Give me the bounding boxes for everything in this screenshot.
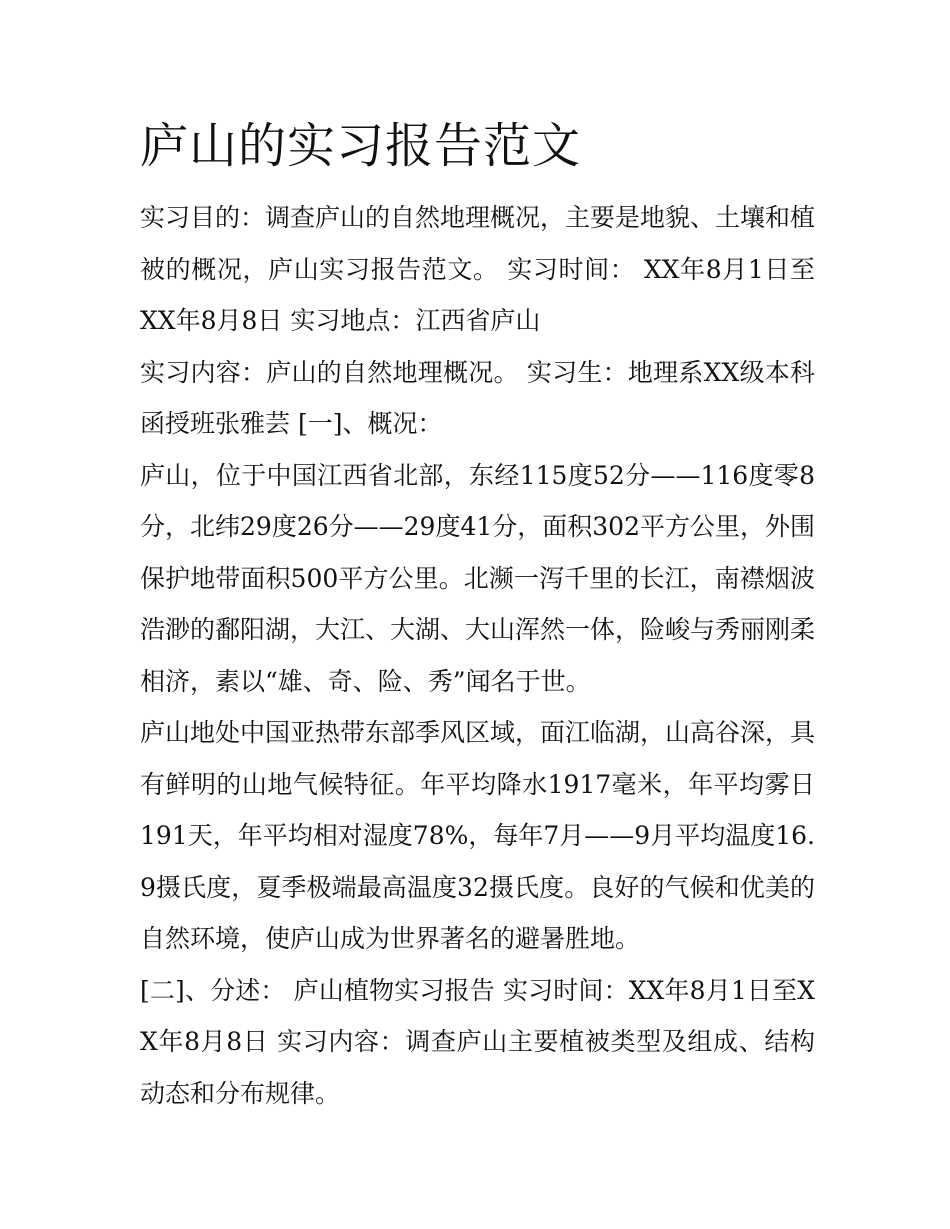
paragraph-content: 实习内容：庐山的自然地理概况。 实习生：地理系XX级本科函授班张雅芸 [一]、概况：: [140, 357, 815, 438]
paragraph-plants: [二]、分述： 庐山植物实习报告 实习时间：XX年8月1日至XX年8月8日 实习内容：调查庐山主要植被类型及组成、结构动态和分布规律。: [140, 975, 815, 1108]
paragraph-climate: 庐山地处中国亚热带东部季风区域，面江临湖，山高谷深，具有鲜明的山地气候特征。年平均降水1917毫米，年平均雾日191天，年平均相对湿度78%，每年7月——9月平均温度16.9摄氏度，夏季极端最高温度32摄氏度。良好的气候和优美的自然环境，使庐山成为世界著名的避暑胜地。: [140, 718, 816, 953]
paragraph-purpose: 实习目的：调查庐山的自然地理概况，主要是地貌、土壤和植被的概况，庐山实习报告范文。 实习时间： XX年8月1日至XX年8月8日 实习地点：江西省庐山: [140, 203, 816, 335]
document-title: 庐山的实习报告范文: [140, 118, 582, 174]
document-page: [140, 112, 815, 1119]
paragraph-location: 庐山，位于中国江西省北部，东经115度52分——116度零8分，北纬29度26分——29度41分，面积302平方公里，外围保护地带面积500平方公里。北濒一泻千里的长江，南襟烟波浩渺的鄱阳湖，大江、大湖、大山浑然一体，险峻与秀丽刚柔相济，素以“雄、奇、险、秀”闻名于世。: [140, 460, 816, 696]
